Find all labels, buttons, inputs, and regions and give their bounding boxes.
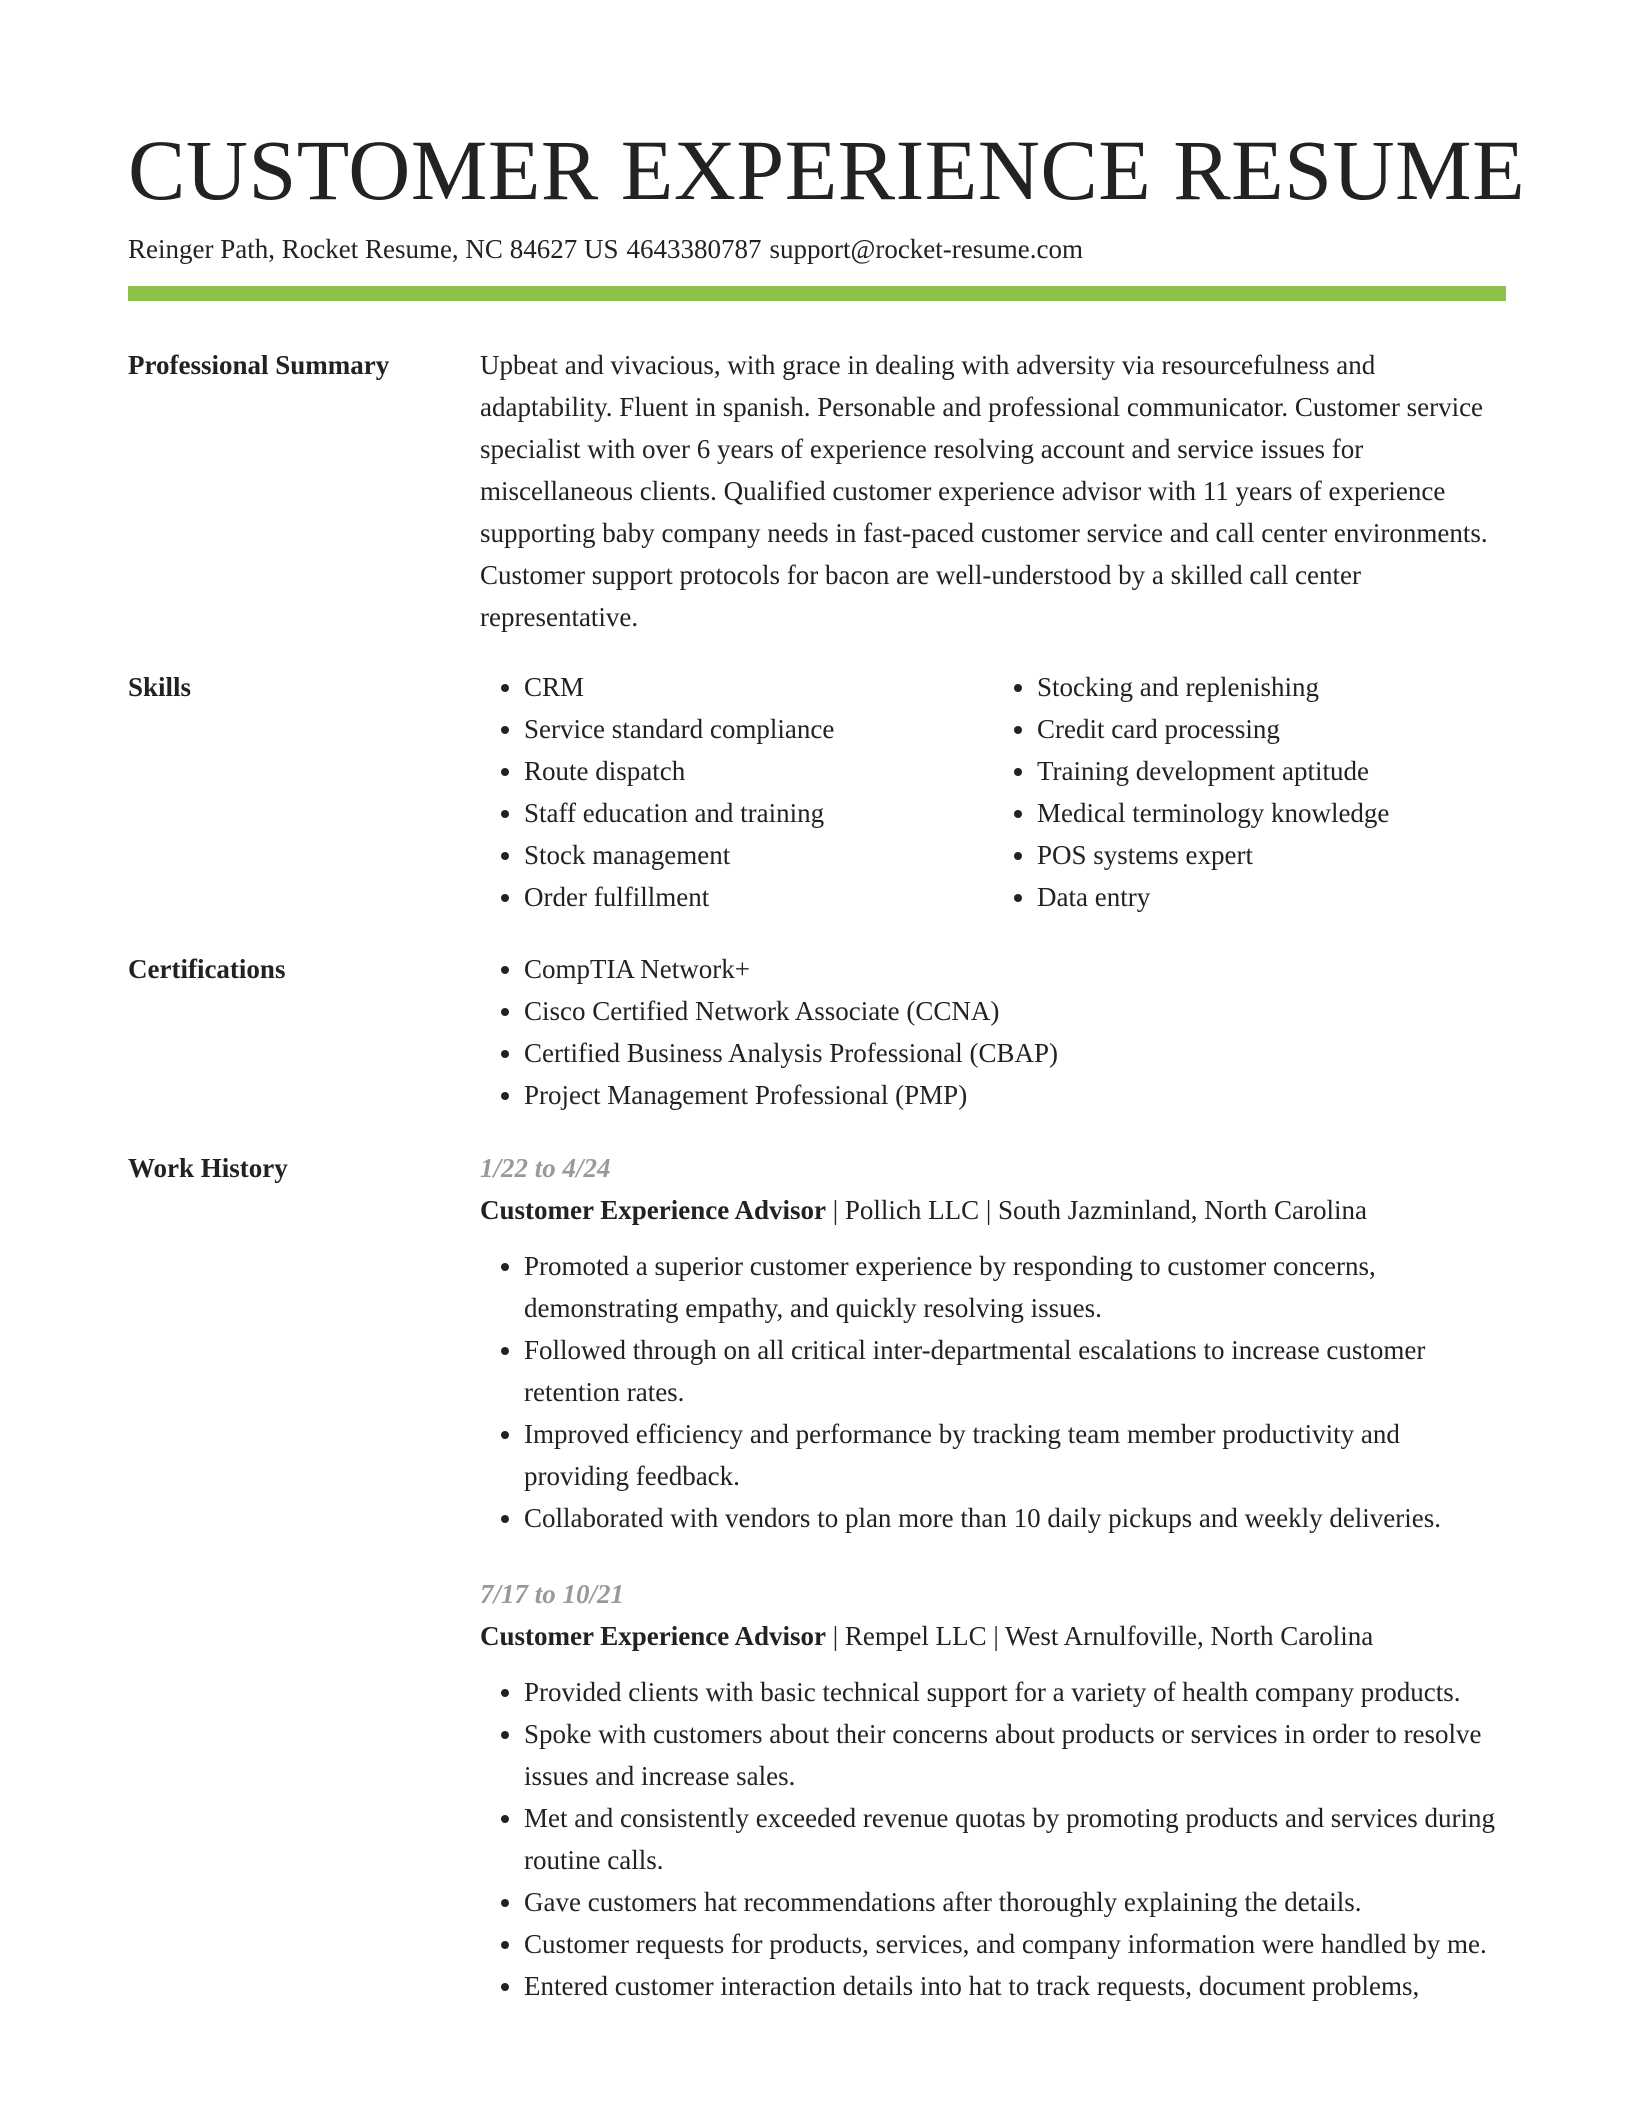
job-dates: 1/22 to 4/24 [480, 1153, 611, 1183]
job-entry [480, 1147, 1506, 1539]
job-details: | Rempel LLC | West Arnulfoville, North Carolina [825, 1621, 1374, 1651]
job-dates: 7/17 to 10/21 [480, 1579, 625, 1609]
list-item: • Improved efficiency and performance by tracking team member productivity and providing feedback. [524, 1413, 1506, 1497]
email: support@rocket-resume.com [769, 234, 1083, 264]
job-title: Customer Experience Advisor [480, 1621, 826, 1651]
list-item: • Project Management Professional (PMP) [524, 1074, 1506, 1116]
list-item: • Stocking and replenishing [1037, 666, 1506, 708]
list-item: • Customer requests for products, services, and company information were handled by me. [524, 1923, 1506, 1965]
list-item: • Entered customer interaction details into hat to track requests, document problems, [524, 1965, 1506, 2007]
phone: 4643380787 [626, 234, 762, 264]
summary-body [480, 344, 1506, 638]
list-item: • CompTIA Network+ [524, 948, 1506, 990]
job-bullets [480, 1245, 1506, 1539]
certifications-body [480, 948, 1506, 1116]
section-label-summary: Professional Summary [128, 350, 390, 380]
list-item: • Stock management [524, 834, 993, 876]
address: Reinger Path, Rocket Resume, NC 84627 US [128, 234, 619, 264]
list-item: • Provided clients with basic technical support for a variety of health company products. [524, 1671, 1506, 1713]
list-item: • Medical terminology knowledge [1037, 792, 1506, 834]
list-item: • Collaborated with vendors to plan more than 10 daily pickups and weekly deliveries. [524, 1497, 1506, 1539]
job-details: | Pollich LLC | South Jazminland, North Carolina [825, 1195, 1367, 1225]
section-label-certifications: Certifications [128, 954, 286, 984]
list-item: • Route dispatch [524, 750, 993, 792]
job-title: Customer Experience Advisor [480, 1195, 826, 1225]
resume-title: CUSTOMER EXPERIENCE RESUME [128, 122, 1526, 218]
contact-line [128, 230, 1091, 268]
list-item: • Met and consistently exceeded revenue quotas by promoting products and services during routine calls. [524, 1797, 1506, 1881]
section-label-work-history: Work History [128, 1153, 288, 1183]
job-entry [480, 1573, 1506, 2007]
work-history-body [480, 1147, 1506, 2041]
job-bullets [480, 1671, 1506, 2007]
list-item: • Cisco Certified Network Associate (CCNA) [524, 990, 1506, 1032]
list-item: • Promoted a superior customer experience by responding to customer concerns, demonstrating empathy, and quickly resolving issues. [524, 1245, 1506, 1329]
list-item: • Spoke with customers about their concerns about products or services in order to resolve issues and increase sales. [524, 1713, 1506, 1797]
list-item: • Gave customers hat recommendations after thoroughly explaining the details. [524, 1881, 1506, 1923]
certifications-list [480, 948, 1506, 1116]
accent-divider [128, 286, 1506, 301]
job-title-line [480, 1189, 1506, 1231]
skills-list-left [480, 666, 993, 918]
job-title-line [480, 1615, 1506, 1657]
list-item: • Followed through on all critical inter-departmental escalations to increase customer retention rates. [524, 1329, 1506, 1413]
section-label-skills: Skills [128, 672, 192, 702]
summary-text: Upbeat and vivacious, with grace in dealing with adversity via resourcefulness and adaptability. Fluent in spanish. Personable and professional communicator. Customer service specialist with over 6 years of experience resolving account and service issues for miscellaneous clients. Qualified customer experience advisor with 11 years of experience supporting baby company needs in fast-paced customer service and call center environments. Customer support protocols for bacon are well-understood by a skilled call center representative. [480, 350, 1488, 632]
list-item: • Credit card processing [1037, 708, 1506, 750]
list-item: • Training development aptitude [1037, 750, 1506, 792]
list-item: • Staff education and training [524, 792, 993, 834]
list-item: • Service standard compliance [524, 708, 993, 750]
list-item: • Order fulfillment [524, 876, 993, 918]
list-item: • Data entry [1037, 876, 1506, 918]
skills-body [480, 666, 1506, 918]
skills-list-right [993, 666, 1506, 918]
list-item: • CRM [524, 666, 993, 708]
list-item: • POS systems expert [1037, 834, 1506, 876]
list-item: • Certified Business Analysis Professional (CBAP) [524, 1032, 1506, 1074]
